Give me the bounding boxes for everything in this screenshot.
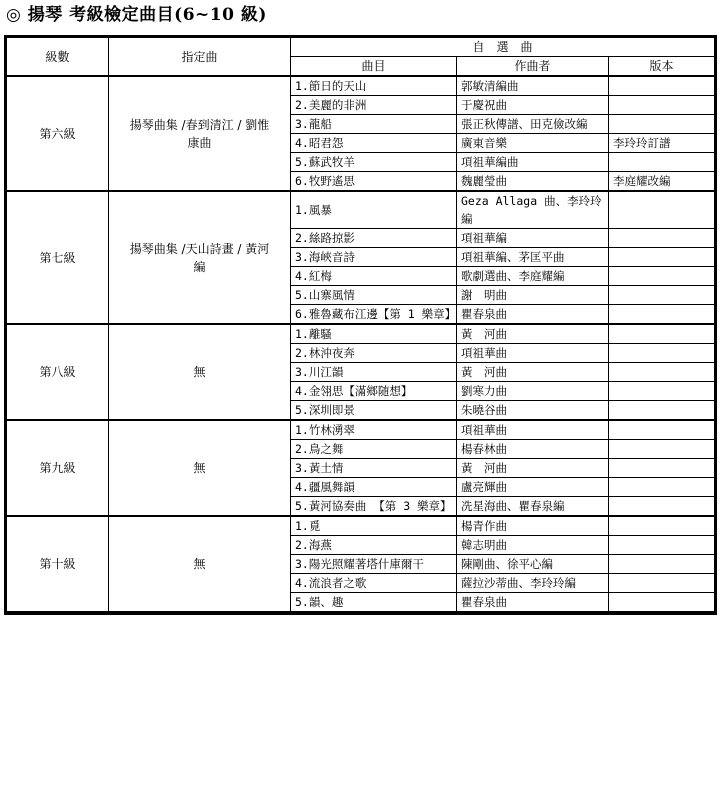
header-required: 指定曲 — [109, 38, 291, 77]
composer-cell: 瞿春泉曲 — [457, 593, 609, 613]
required-piece-cell: 無 — [109, 324, 291, 420]
version-cell — [609, 593, 715, 613]
version-cell — [609, 191, 715, 229]
composer-cell: 魏麗瑩曲 — [457, 172, 609, 192]
composer-cell: 項祖華曲 — [457, 344, 609, 363]
header-version: 版本 — [609, 57, 715, 77]
header-grade: 級數 — [7, 38, 109, 77]
version-cell — [609, 286, 715, 305]
composer-cell: 瞿春泉曲 — [457, 305, 609, 325]
piece-cell: 3.龍船 — [291, 115, 457, 134]
table-row — [7, 191, 715, 229]
version-cell — [609, 478, 715, 497]
version-cell — [609, 267, 715, 286]
version-cell — [609, 76, 715, 96]
version-cell — [609, 229, 715, 248]
piece-cell: 4.昭君怨 — [291, 134, 457, 153]
piece-cell: 3.陽光照耀著塔什庫爾干 — [291, 555, 457, 574]
piece-cell: 5.深圳即景 — [291, 401, 457, 421]
version-cell — [609, 555, 715, 574]
table-row — [7, 516, 715, 536]
composer-cell: 劉寒力曲 — [457, 382, 609, 401]
version-cell — [609, 363, 715, 382]
version-cell — [609, 344, 715, 363]
version-cell — [609, 536, 715, 555]
version-cell — [609, 440, 715, 459]
version-cell — [609, 497, 715, 517]
composer-cell: 盧亮輝曲 — [457, 478, 609, 497]
header-self-select: 自 選 曲 — [291, 38, 715, 57]
piece-cell: 1.覓 — [291, 516, 457, 536]
grade-cell: 第六級 — [7, 76, 109, 191]
piece-cell: 5.黃河協奏曲 【第 3 樂章】 — [291, 497, 457, 517]
table-row — [7, 76, 715, 96]
piece-cell: 4.流浪者之歌 — [291, 574, 457, 593]
version-cell — [609, 96, 715, 115]
version-cell — [609, 382, 715, 401]
composer-cell: 郭敏清編曲 — [457, 76, 609, 96]
composer-cell: 歌劇選曲、李庭耀編 — [457, 267, 609, 286]
composer-cell: 張正秋傳譜、田克儉改編 — [457, 115, 609, 134]
version-cell: 李庭耀改編 — [609, 172, 715, 192]
composer-cell: 楊春林曲 — [457, 440, 609, 459]
composer-cell: 楊青作曲 — [457, 516, 609, 536]
piece-cell: 1.節日的天山 — [291, 76, 457, 96]
required-piece-cell: 揚琴曲集 /天山詩畫 / 黃河編 — [109, 191, 291, 324]
version-cell — [609, 153, 715, 172]
composer-cell: 冼星海曲、瞿春泉編 — [457, 497, 609, 517]
version-cell — [609, 324, 715, 344]
composer-cell: 陳剛曲、徐平心編 — [457, 555, 609, 574]
piece-cell: 3.海峽音詩 — [291, 248, 457, 267]
required-piece-cell: 無 — [109, 516, 291, 612]
table-body — [7, 76, 715, 612]
composer-cell: Geza Allaga 曲、李玲玲編 — [457, 191, 609, 229]
version-cell — [609, 115, 715, 134]
required-piece-cell: 揚琴曲集 /春到清江 / 劉惟康曲 — [109, 76, 291, 191]
composer-cell: 項祖華編、茅匡平曲 — [457, 248, 609, 267]
repertoire-table — [6, 37, 715, 613]
version-cell — [609, 248, 715, 267]
version-cell — [609, 574, 715, 593]
piece-cell: 4.紅梅 — [291, 267, 457, 286]
version-cell — [609, 305, 715, 325]
composer-cell: 黃 河曲 — [457, 363, 609, 382]
composer-cell: 廣東音樂 — [457, 134, 609, 153]
piece-cell: 3.川江韻 — [291, 363, 457, 382]
composer-cell: 薩拉沙蒂曲、李玲玲編 — [457, 574, 609, 593]
piece-cell: 5.蘇武牧羊 — [291, 153, 457, 172]
composer-cell: 韓志明曲 — [457, 536, 609, 555]
piece-cell: 2.海燕 — [291, 536, 457, 555]
piece-cell: 6.雅魯藏布江邊【第 1 樂章】 — [291, 305, 457, 325]
table-row — [7, 324, 715, 344]
piece-cell: 3.黃土情 — [291, 459, 457, 478]
version-cell — [609, 516, 715, 536]
piece-cell: 4.金翎思【滿鄉随想】 — [291, 382, 457, 401]
composer-cell: 朱曉谷曲 — [457, 401, 609, 421]
composer-cell: 項祖華編 — [457, 229, 609, 248]
piece-cell: 2.林沖夜奔 — [291, 344, 457, 363]
grade-cell: 第七級 — [7, 191, 109, 324]
repertoire-table-frame — [4, 35, 717, 615]
piece-cell: 5.山寨風情 — [291, 286, 457, 305]
version-cell — [609, 420, 715, 440]
composer-cell: 黃 河曲 — [457, 459, 609, 478]
composer-cell: 黃 河曲 — [457, 324, 609, 344]
grade-cell: 第九級 — [7, 420, 109, 516]
piece-cell: 1.離騷 — [291, 324, 457, 344]
page-title: ◎ 揚琴 考級檢定曲目(6~10 級) — [6, 5, 267, 25]
required-piece-cell: 無 — [109, 420, 291, 516]
version-cell: 李玲玲訂譜 — [609, 134, 715, 153]
version-cell — [609, 459, 715, 478]
piece-cell: 1.竹林湧翠 — [291, 420, 457, 440]
grade-cell: 第十級 — [7, 516, 109, 612]
table-row — [7, 420, 715, 440]
composer-cell: 于慶祝曲 — [457, 96, 609, 115]
version-cell — [609, 401, 715, 421]
piece-cell: 2.鳥之舞 — [291, 440, 457, 459]
grade-cell: 第八級 — [7, 324, 109, 420]
header-composer: 作曲者 — [457, 57, 609, 77]
piece-cell: 4.疆風舞韻 — [291, 478, 457, 497]
piece-cell: 6.牧野遙思 — [291, 172, 457, 192]
piece-cell: 1.風暴 — [291, 191, 457, 229]
composer-cell: 項祖華曲 — [457, 420, 609, 440]
composer-cell: 謝 明曲 — [457, 286, 609, 305]
piece-cell: 5.韻、趣 — [291, 593, 457, 613]
piece-cell: 2.美麗的非洲 — [291, 96, 457, 115]
header-piece: 曲目 — [291, 57, 457, 77]
composer-cell: 項祖華編曲 — [457, 153, 609, 172]
piece-cell: 2.絲路掠影 — [291, 229, 457, 248]
